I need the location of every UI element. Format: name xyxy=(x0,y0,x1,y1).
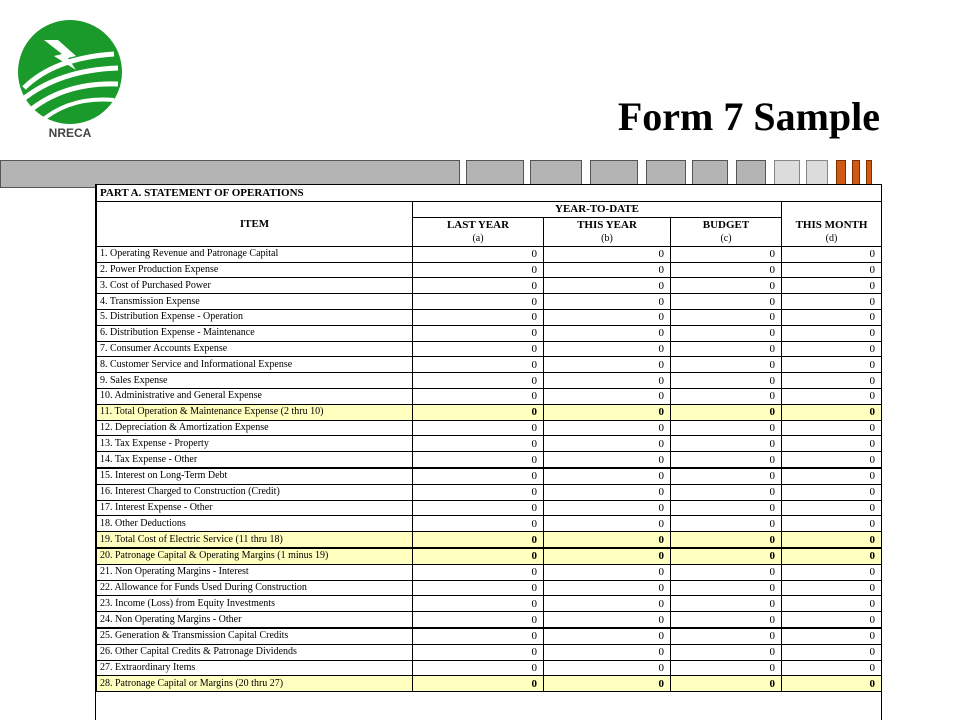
table-row xyxy=(97,246,882,262)
budget-header: BUDGET xyxy=(702,218,750,231)
row-label: 19. Total Cost of Electric Service (11 thru 18) xyxy=(97,532,413,548)
value-cell-c[interactable]: 0 xyxy=(671,420,782,436)
table-row xyxy=(97,612,882,628)
value-cell-b[interactable]: 0 xyxy=(544,388,671,404)
row-label: 13. Tax Expense - Property xyxy=(97,436,413,452)
table-row xyxy=(97,676,882,692)
value-cell-a[interactable]: 0 xyxy=(413,294,544,310)
value-cell-a[interactable]: 0 xyxy=(413,644,544,660)
value-cell-a[interactable]: 0 xyxy=(413,278,544,294)
value-cell-a[interactable]: 0 xyxy=(413,532,544,548)
table-row xyxy=(97,580,882,596)
value-cell-d[interactable]: 0 xyxy=(782,532,882,548)
table-row xyxy=(97,294,882,310)
value-cell-a[interactable]: 0 xyxy=(413,596,544,612)
page-title: Form 7 Sample xyxy=(617,94,880,139)
row-label: 25. Generation & Transmission Capital Credits xyxy=(97,628,413,644)
value-cell-b[interactable]: 0 xyxy=(544,548,671,564)
value-cell-b[interactable]: 0 xyxy=(544,309,671,325)
value-cell-d[interactable]: 0 xyxy=(782,548,882,564)
table-row xyxy=(97,660,882,676)
value-cell-d[interactable]: 0 xyxy=(782,262,882,278)
nreca-logo xyxy=(14,18,126,146)
statement-rows xyxy=(97,246,882,691)
value-cell-a[interactable]: 0 xyxy=(413,246,544,262)
table-row xyxy=(97,420,882,436)
value-cell-b[interactable]: 0 xyxy=(544,262,671,278)
table-row xyxy=(97,628,882,644)
value-cell-b[interactable]: 0 xyxy=(544,676,671,692)
table-row xyxy=(97,500,882,516)
value-cell-c[interactable]: 0 xyxy=(671,278,782,294)
table-row xyxy=(97,309,882,325)
value-cell-a[interactable]: 0 xyxy=(413,388,544,404)
value-cell-b[interactable]: 0 xyxy=(544,468,671,484)
value-cell-c[interactable]: 0 xyxy=(671,325,782,341)
value-cell-a[interactable]: 0 xyxy=(413,309,544,325)
value-cell-c[interactable]: 0 xyxy=(671,388,782,404)
value-cell-b[interactable]: 0 xyxy=(544,660,671,676)
this-year-header: THIS YEAR xyxy=(577,218,637,231)
row-label: 4. Transmission Expense xyxy=(97,294,413,310)
value-cell-c[interactable]: 0 xyxy=(671,309,782,325)
row-label: 2. Power Production Expense xyxy=(97,262,413,278)
row-label: 16. Interest Charged to Construction (Credit) xyxy=(97,484,413,500)
value-cell-b[interactable]: 0 xyxy=(544,404,671,420)
item-header: ITEM xyxy=(97,202,413,247)
table-row xyxy=(97,596,882,612)
value-cell-a[interactable]: 0 xyxy=(413,341,544,357)
value-cell-b[interactable]: 0 xyxy=(544,452,671,468)
table-row xyxy=(97,325,882,341)
value-cell-b[interactable]: 0 xyxy=(544,246,671,262)
value-cell-d[interactable]: 0 xyxy=(782,660,882,676)
value-cell-d[interactable]: 0 xyxy=(782,294,882,310)
value-cell-b[interactable]: 0 xyxy=(544,644,671,660)
this-month-header: THIS MONTH xyxy=(795,218,868,231)
value-cell-a[interactable]: 0 xyxy=(413,548,544,564)
row-label: 15. Interest on Long-Term Debt xyxy=(97,468,413,484)
table-row xyxy=(97,564,882,580)
value-cell-b[interactable]: 0 xyxy=(544,500,671,516)
value-cell-c[interactable]: 0 xyxy=(671,373,782,389)
value-cell-a[interactable]: 0 xyxy=(413,325,544,341)
value-cell-c[interactable]: 0 xyxy=(671,246,782,262)
this-year-header-cell xyxy=(544,217,671,246)
value-cell-b[interactable]: 0 xyxy=(544,612,671,628)
last-year-header-cell xyxy=(413,217,544,246)
value-cell-c[interactable]: 0 xyxy=(671,468,782,484)
value-cell-a[interactable]: 0 xyxy=(413,436,544,452)
value-cell-c[interactable]: 0 xyxy=(671,676,782,692)
value-cell-a[interactable]: 0 xyxy=(413,404,544,420)
logo-text: NRECA xyxy=(48,126,92,140)
col-d-label: (d) xyxy=(825,232,838,244)
value-cell-b[interactable]: 0 xyxy=(544,580,671,596)
value-cell-a[interactable]: 0 xyxy=(413,357,544,373)
value-cell-c[interactable]: 0 xyxy=(671,484,782,500)
value-cell-d[interactable]: 0 xyxy=(782,357,882,373)
budget-header-cell xyxy=(671,217,782,246)
value-cell-c[interactable]: 0 xyxy=(671,341,782,357)
row-label: 14. Tax Expense - Other xyxy=(97,452,413,468)
form7-sheet xyxy=(95,184,882,720)
table-row xyxy=(97,548,882,564)
value-cell-d[interactable]: 0 xyxy=(782,452,882,468)
value-cell-d[interactable]: 0 xyxy=(782,436,882,452)
value-cell-d[interactable]: 0 xyxy=(782,628,882,644)
row-label: 11. Total Operation & Maintenance Expense (2 thru 10) xyxy=(97,404,413,420)
value-cell-a[interactable]: 0 xyxy=(413,484,544,500)
value-cell-d[interactable]: 0 xyxy=(782,373,882,389)
value-cell-b[interactable]: 0 xyxy=(544,564,671,580)
value-cell-d[interactable]: 0 xyxy=(782,246,882,262)
row-label: 6. Distribution Expense - Maintenance xyxy=(97,325,413,341)
value-cell-c[interactable]: 0 xyxy=(671,532,782,548)
col-c-label: (c) xyxy=(720,232,732,244)
table-row xyxy=(97,278,882,294)
row-label: 10. Administrative and General Expense xyxy=(97,388,413,404)
value-cell-d[interactable]: 0 xyxy=(782,404,882,420)
value-cell-c[interactable]: 0 xyxy=(671,580,782,596)
table-row xyxy=(97,644,882,660)
value-cell-a[interactable]: 0 xyxy=(413,452,544,468)
row-label: 20. Patronage Capital & Operating Margins (1 minus 19) xyxy=(97,548,413,564)
value-cell-d[interactable]: 0 xyxy=(782,676,882,692)
value-cell-a[interactable]: 0 xyxy=(413,500,544,516)
value-cell-d[interactable]: 0 xyxy=(782,612,882,628)
value-cell-b[interactable]: 0 xyxy=(544,341,671,357)
col-b-label: (b) xyxy=(601,232,613,244)
value-cell-c[interactable]: 0 xyxy=(671,500,782,516)
ytd-header: YEAR-TO-DATE xyxy=(413,202,782,218)
row-label: 27. Extraordinary Items xyxy=(97,660,413,676)
table-row xyxy=(97,262,882,278)
value-cell-d[interactable]: 0 xyxy=(782,596,882,612)
value-cell-a[interactable]: 0 xyxy=(413,516,544,532)
value-cell-a[interactable]: 0 xyxy=(413,612,544,628)
last-year-header: LAST YEAR xyxy=(446,218,510,231)
value-cell-a[interactable]: 0 xyxy=(413,676,544,692)
table-row xyxy=(97,404,882,420)
table-row xyxy=(97,532,882,548)
row-label: 22. Allowance for Funds Used During Construction xyxy=(97,580,413,596)
table-row xyxy=(97,373,882,389)
value-cell-d[interactable]: 0 xyxy=(782,468,882,484)
value-cell-b[interactable]: 0 xyxy=(544,278,671,294)
value-cell-c[interactable]: 0 xyxy=(671,436,782,452)
value-cell-c[interactable]: 0 xyxy=(671,644,782,660)
value-cell-a[interactable]: 0 xyxy=(413,628,544,644)
value-cell-a[interactable]: 0 xyxy=(413,373,544,389)
part-a-title: PART A. STATEMENT OF OPERATIONS xyxy=(97,185,882,202)
value-cell-a[interactable]: 0 xyxy=(413,564,544,580)
value-cell-b[interactable]: 0 xyxy=(544,532,671,548)
value-cell-c[interactable]: 0 xyxy=(671,262,782,278)
value-cell-d[interactable]: 0 xyxy=(782,564,882,580)
value-cell-c[interactable]: 0 xyxy=(671,612,782,628)
value-cell-b[interactable]: 0 xyxy=(544,420,671,436)
statement-of-operations-table xyxy=(96,184,882,692)
value-cell-d[interactable]: 0 xyxy=(782,325,882,341)
value-cell-c[interactable]: 0 xyxy=(671,294,782,310)
value-cell-d[interactable]: 0 xyxy=(782,500,882,516)
row-label: 7. Consumer Accounts Expense xyxy=(97,341,413,357)
value-cell-d[interactable]: 0 xyxy=(782,341,882,357)
value-cell-b[interactable]: 0 xyxy=(544,294,671,310)
table-row xyxy=(97,436,882,452)
table-row xyxy=(97,341,882,357)
value-cell-c[interactable]: 0 xyxy=(671,516,782,532)
value-cell-c[interactable]: 0 xyxy=(671,564,782,580)
value-cell-a[interactable]: 0 xyxy=(413,660,544,676)
value-cell-a[interactable]: 0 xyxy=(413,420,544,436)
value-cell-b[interactable]: 0 xyxy=(544,325,671,341)
value-cell-c[interactable]: 0 xyxy=(671,357,782,373)
value-cell-d[interactable]: 0 xyxy=(782,580,882,596)
table-row xyxy=(97,484,882,500)
value-cell-d[interactable]: 0 xyxy=(782,420,882,436)
value-cell-a[interactable]: 0 xyxy=(413,468,544,484)
value-cell-d[interactable]: 0 xyxy=(782,309,882,325)
value-cell-a[interactable]: 0 xyxy=(413,580,544,596)
row-label: 12. Depreciation & Amortization Expense xyxy=(97,420,413,436)
value-cell-d[interactable]: 0 xyxy=(782,278,882,294)
value-cell-b[interactable]: 0 xyxy=(544,484,671,500)
table-row xyxy=(97,468,882,484)
value-cell-b[interactable]: 0 xyxy=(544,628,671,644)
value-cell-d[interactable]: 0 xyxy=(782,644,882,660)
this-month-header-cell xyxy=(782,202,882,247)
value-cell-c[interactable]: 0 xyxy=(671,452,782,468)
row-label: 21. Non Operating Margins - Interest xyxy=(97,564,413,580)
value-cell-d[interactable]: 0 xyxy=(782,388,882,404)
row-label: 1. Operating Revenue and Patronage Capital xyxy=(97,246,413,262)
row-label: 23. Income (Loss) from Equity Investments xyxy=(97,596,413,612)
value-cell-b[interactable]: 0 xyxy=(544,436,671,452)
value-cell-c[interactable]: 0 xyxy=(671,404,782,420)
table-row xyxy=(97,516,882,532)
row-label: 8. Customer Service and Informational Expense xyxy=(97,357,413,373)
value-cell-c[interactable]: 0 xyxy=(671,548,782,564)
col-a-label: (a) xyxy=(472,232,484,244)
value-cell-b[interactable]: 0 xyxy=(544,357,671,373)
row-label: 5. Distribution Expense - Operation xyxy=(97,309,413,325)
row-label: 28. Patronage Capital or Margins (20 thru 27) xyxy=(97,676,413,692)
value-cell-b[interactable]: 0 xyxy=(544,516,671,532)
row-label: 24. Non Operating Margins - Other xyxy=(97,612,413,628)
value-cell-d[interactable]: 0 xyxy=(782,484,882,500)
value-cell-a[interactable]: 0 xyxy=(413,262,544,278)
table-row xyxy=(97,357,882,373)
table-row xyxy=(97,452,882,468)
value-cell-d[interactable]: 0 xyxy=(782,516,882,532)
row-label: 3. Cost of Purchased Power xyxy=(97,278,413,294)
table-row xyxy=(97,388,882,404)
row-label: 9. Sales Expense xyxy=(97,373,413,389)
row-label: 17. Interest Expense - Other xyxy=(97,500,413,516)
value-cell-c[interactable]: 0 xyxy=(671,596,782,612)
value-cell-c[interactable]: 0 xyxy=(671,660,782,676)
value-cell-c[interactable]: 0 xyxy=(671,628,782,644)
row-label: 26. Other Capital Credits & Patronage Dividends xyxy=(97,644,413,660)
value-cell-b[interactable]: 0 xyxy=(544,596,671,612)
value-cell-b[interactable]: 0 xyxy=(544,373,671,389)
row-label: 18. Other Deductions xyxy=(97,516,413,532)
